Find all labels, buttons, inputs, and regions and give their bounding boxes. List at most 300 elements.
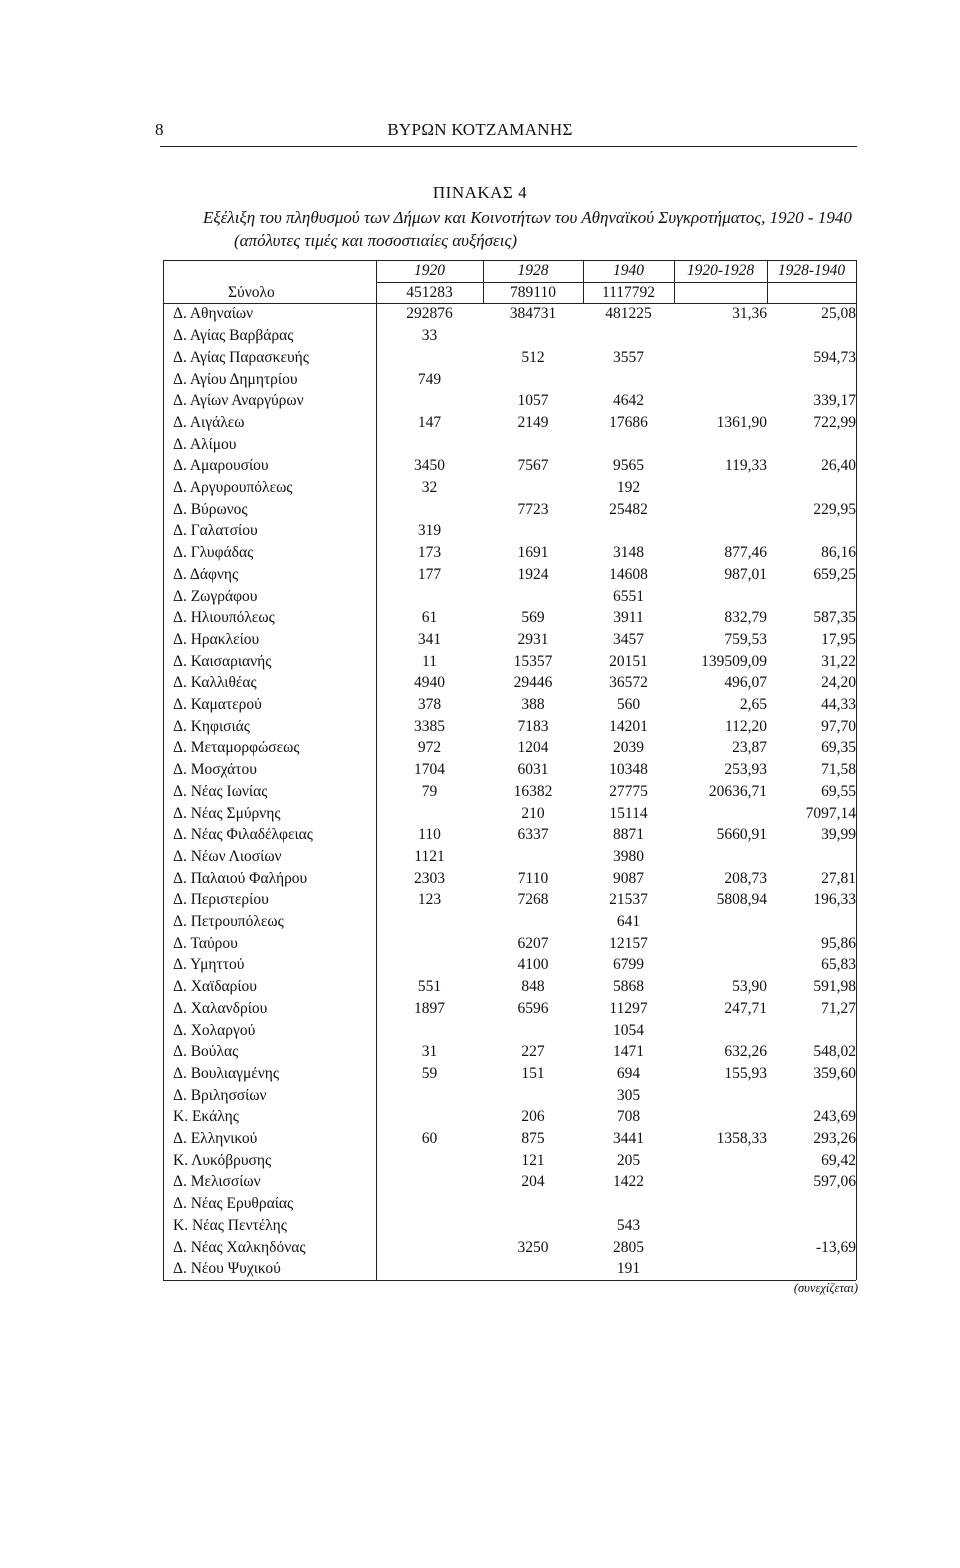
cell-growth-1920-1928: 632,26	[724, 1043, 767, 1061]
table-row	[163, 455, 856, 477]
cell-1920	[376, 1171, 483, 1193]
cell-growth-1920-1928	[674, 282, 767, 304]
cell-growth-1920-1928	[674, 1150, 767, 1172]
table-row	[163, 1085, 856, 1107]
header-rule	[160, 146, 857, 147]
cell-growth-1920-1928	[674, 390, 767, 412]
cell-name: Κ. Εκάλης	[173, 1108, 239, 1126]
table-row	[163, 737, 856, 759]
cell-name: Δ. Νέας Σμύρνης	[173, 804, 281, 822]
cell-1920: 177	[417, 565, 442, 583]
cell-growth-1920-1928: 877,46	[724, 544, 767, 562]
table-row	[163, 824, 856, 846]
cell-1940: 20151	[609, 652, 648, 670]
cell-1920: 3385	[414, 717, 445, 735]
cell-1940: 3980	[613, 847, 644, 865]
column-rule	[767, 260, 768, 303]
cell-growth-1928-1940: 71,27	[821, 999, 856, 1017]
cell-1920: 123	[417, 891, 442, 909]
cell-1928: 151	[521, 1064, 545, 1082]
cell-1940: 25482	[609, 500, 648, 518]
cell-1940: 9565	[613, 457, 644, 475]
cell-1920: 32	[421, 479, 438, 496]
cell-growth-1928-1940: 594,73	[813, 348, 856, 366]
cell-1920: 79	[421, 782, 438, 800]
column-rule	[483, 260, 484, 303]
cell-growth-1928-1940	[767, 1215, 856, 1237]
cell-1940: 543	[616, 1216, 641, 1234]
cell-growth-1920-1928: 987,01	[724, 565, 767, 583]
cell-1928: 1924	[517, 565, 549, 583]
cell-growth-1920-1928: 2,65	[739, 696, 767, 713]
cell-1928	[483, 477, 583, 499]
cell-1940: 560	[616, 696, 641, 713]
table-row	[163, 759, 856, 781]
cell-growth-1920-1928: 1358,33	[716, 1130, 767, 1147]
cell-1928: 6596	[517, 999, 549, 1017]
cell-growth-1928-1940: 587,35	[813, 609, 856, 627]
cell-growth-1928-1940	[767, 520, 856, 542]
running-head-author: ΒΥΡΩΝ ΚΟΤΖΑΜΑΝΗΣ	[387, 120, 573, 139]
cell-1920	[376, 499, 483, 521]
cell-growth-1928-1940	[767, 1085, 856, 1107]
cell-growth-1920-1928: 247,71	[724, 999, 767, 1017]
cell-1940	[583, 1193, 674, 1215]
cell-1940: 8871	[613, 826, 644, 844]
cell-1940: 12157	[609, 934, 648, 952]
cell-1920	[376, 1085, 483, 1107]
cell-growth-1920-1928: 119,33	[724, 457, 767, 475]
cell-1920	[376, 933, 483, 955]
cell-growth-1928-1940: 359,60	[813, 1064, 856, 1082]
cell-growth-1928-1940	[767, 586, 856, 608]
cell-1940: 15114	[609, 804, 648, 822]
table-row	[163, 1020, 856, 1042]
cell-name: Δ. Ηρακλείου	[173, 630, 260, 648]
cell-1940: 5868	[613, 978, 644, 996]
cell-growth-1928-1940: 95,86	[821, 934, 856, 952]
table-row	[163, 716, 856, 738]
cell-growth-1920-1928	[674, 1258, 767, 1280]
cell-name: Δ. Καλλιθέας	[173, 674, 257, 692]
cell-growth-1920-1928	[674, 1171, 767, 1193]
cell-1928	[483, 586, 583, 608]
cell-growth-1928-1940: -13,69	[815, 1238, 856, 1256]
cell-growth-1920-1928: 23,87	[732, 739, 767, 757]
table-row	[163, 607, 856, 629]
cell-growth-1928-1940: 26,40	[821, 457, 856, 475]
cell-growth-1920-1928	[674, 1215, 767, 1237]
table-row	[163, 520, 856, 542]
table-row	[163, 1106, 856, 1128]
cell-name: Δ. Καισαριανής	[173, 652, 272, 670]
cell-1928	[483, 434, 583, 456]
cell-name: Δ. Νέου Ψυχικού	[173, 1260, 281, 1278]
table-row	[163, 1128, 856, 1150]
cell-1920: 60	[421, 1130, 438, 1147]
cell-growth-1920-1928: 5808,94	[716, 891, 767, 909]
table-row	[163, 586, 856, 608]
cell-name: Δ. Αιγάλεω	[173, 413, 245, 431]
cell-1928: 206	[521, 1108, 545, 1126]
cell-1928	[483, 1020, 583, 1042]
cell-1940: 1422	[613, 1173, 644, 1191]
cell-1920: 61	[421, 609, 438, 627]
cell-name: Δ. Αργυρουπόλεως	[173, 479, 293, 496]
cell-1920: 59	[421, 1064, 438, 1082]
table-row	[163, 1258, 856, 1280]
cell-1920: 2303	[414, 869, 445, 887]
table-row	[163, 694, 856, 716]
cell-name: Δ. Νέας Ερυθραίας	[173, 1195, 294, 1213]
cell-name: Δ. Αλίμου	[173, 435, 237, 453]
table-row	[163, 369, 856, 391]
cell-1920: 4940	[414, 674, 445, 692]
cell-1928: 7110	[517, 869, 549, 887]
cell-name: Δ. Αγίας Παρασκευής	[173, 348, 309, 366]
cell-1920: 11	[422, 652, 437, 670]
cell-growth-1928-1940	[767, 434, 856, 456]
column-header-1920: 1920	[414, 262, 445, 279]
cell-name: Δ. Βριλησσίων	[173, 1086, 267, 1104]
cell-name: Δ. Χαλανδρίου	[173, 999, 268, 1017]
cell-1920: 31	[421, 1043, 438, 1061]
cell-1928: 1057	[517, 392, 549, 410]
cell-name: Δ. Αγίου Δημητρίου	[173, 370, 298, 388]
cell-1940	[583, 434, 674, 456]
cell-growth-1920-1928: 5660,91	[716, 826, 767, 844]
column-header-growth-1928-1940: 1928-1940	[777, 262, 846, 279]
cell-name: Δ. Περιστερίου	[173, 891, 269, 909]
population-table	[163, 260, 856, 1568]
table-bottom-rule	[163, 1280, 856, 1281]
cell-1940: 1054	[613, 1021, 644, 1039]
cell-1920: 378	[417, 696, 442, 713]
cell-1940: 3441	[613, 1130, 644, 1147]
cell-1940: 205	[616, 1151, 641, 1169]
cell-1940: 4642	[613, 392, 644, 410]
table-right-rule	[856, 260, 857, 1280]
cell-1928: 384731	[509, 305, 557, 323]
cell-1928: 6337	[517, 826, 549, 844]
cell-growth-1928-1940: 293,26	[813, 1130, 856, 1147]
cell-1928	[483, 911, 583, 933]
cell-1940: 6799	[613, 956, 644, 974]
cell-growth-1928-1940	[767, 911, 856, 933]
cell-growth-1920-1928: 253,93	[724, 761, 767, 779]
cell-growth-1928-1940: 591,98	[813, 978, 856, 996]
cell-1920	[376, 434, 483, 456]
cell-1940: 708	[616, 1108, 641, 1126]
cell-1928	[483, 1193, 583, 1215]
cell-1920	[376, 1258, 483, 1280]
cell-growth-1920-1928	[674, 954, 767, 976]
table-top-rule	[163, 260, 856, 261]
cell-growth-1928-1940	[767, 1020, 856, 1042]
cell-growth-1920-1928	[674, 1237, 767, 1259]
cell-name: Δ. Νέας Χαλκηδόνας	[173, 1238, 306, 1256]
cell-1928: 6207	[517, 934, 549, 952]
cell-growth-1920-1928	[674, 1193, 767, 1215]
cell-1920	[376, 1106, 483, 1128]
table-row	[163, 477, 856, 499]
cell-1928: 2931	[517, 630, 549, 648]
cell-1928: 15357	[513, 652, 553, 670]
table-row	[163, 1215, 856, 1237]
cell-growth-1928-1940	[767, 477, 856, 499]
table-row	[163, 542, 856, 564]
cell-1940: 2805	[613, 1238, 644, 1256]
cell-name: Δ. Μελισσίων	[173, 1173, 261, 1191]
cell-1920	[376, 1193, 483, 1215]
cell-1940: 1117792	[601, 283, 656, 301]
cell-1920	[376, 1237, 483, 1259]
cell-1920	[376, 1215, 483, 1237]
cell-1940: 21537	[609, 891, 648, 909]
cell-name: Δ. Βουλιαγμένης	[173, 1064, 280, 1082]
table-row	[163, 390, 856, 412]
table-caption: Εξέλιξη του πληθυσμού των Δήμων και Κοινοτήτων του Αθηναϊκού Συγκροτήματος, 1920 - 1940 (απόλυτες τιμές και ποσοστιαίες αυξήσεις)	[203, 208, 852, 250]
cell-1940: 192	[616, 479, 641, 496]
table-row	[163, 998, 856, 1020]
cell-1928: 29446	[513, 674, 553, 692]
cell-1928: 7268	[517, 891, 549, 909]
cell-growth-1920-1928: 31,36	[732, 305, 767, 323]
table-row	[163, 1150, 856, 1172]
cell-name: Δ. Ηλιουπόλεως	[173, 609, 275, 627]
cell-name: Δ. Καματερού	[173, 696, 262, 713]
cell-growth-1920-1928: 759,53	[724, 630, 767, 648]
cell-1920: 173	[417, 544, 442, 562]
cell-growth-1928-1940: 7097,14	[805, 804, 856, 822]
cell-growth-1920-1928	[674, 520, 767, 542]
table-row	[163, 889, 856, 911]
cell-1920: 3450	[414, 457, 445, 475]
cell-1928: 1204	[517, 739, 549, 757]
table-row	[163, 564, 856, 586]
cell-growth-1920-1928: 139509,09	[701, 652, 767, 670]
column-rule	[376, 260, 377, 1280]
cell-growth-1920-1928	[674, 347, 767, 369]
cell-1920	[376, 1150, 483, 1172]
cell-growth-1920-1928	[674, 1085, 767, 1107]
table-title: ΠΙΝΑΚΑΣ 4	[432, 183, 528, 202]
cell-growth-1920-1928: 112,20	[724, 717, 767, 735]
cell-growth-1920-1928	[674, 499, 767, 521]
cell-1940: 27775	[609, 782, 648, 800]
cell-1940: 9087	[613, 869, 644, 887]
cell-growth-1928-1940: 44,33	[821, 696, 856, 713]
cell-1920: 749	[417, 370, 442, 388]
cell-growth-1928-1940	[767, 1193, 856, 1215]
table-row	[163, 629, 856, 651]
table-row	[163, 803, 856, 825]
cell-1940: 10348	[609, 761, 648, 779]
continued-note: (συνεχίζεται)	[793, 1281, 858, 1295]
table-left-rule	[163, 260, 164, 1280]
cell-1928: 3250	[517, 1238, 549, 1256]
cell-1940: 17686	[609, 413, 648, 431]
cell-growth-1928-1940	[767, 846, 856, 868]
cell-name: Δ. Πετρουπόλεως	[173, 913, 284, 930]
cell-1920	[376, 1020, 483, 1042]
cell-name: Δ. Χαϊδαρίου	[173, 978, 257, 996]
cell-name: Δ. Δάφνης	[173, 565, 239, 583]
cell-1928: 210	[521, 804, 545, 822]
cell-name: Δ. Νέας Ιωνίας	[173, 782, 268, 800]
cell-name: Δ. Νέων Λιοσίων	[173, 847, 282, 865]
cell-growth-1920-1928	[674, 1106, 767, 1128]
cell-1928	[483, 1258, 583, 1280]
table-row	[163, 781, 856, 803]
cell-growth-1928-1940: 39,99	[821, 826, 856, 844]
cell-1920	[376, 803, 483, 825]
cell-1920: 1897	[414, 999, 445, 1017]
cell-growth-1920-1928	[674, 1020, 767, 1042]
cell-1940: 3457	[613, 630, 644, 648]
cell-1920: 451283	[406, 283, 453, 301]
column-rule	[583, 260, 584, 303]
cell-1920: 1704	[414, 761, 445, 779]
cell-1940: 694	[616, 1064, 641, 1082]
cell-1920	[376, 954, 483, 976]
cell-1940: 3148	[613, 544, 644, 562]
cell-1940: 11297	[609, 999, 648, 1017]
cell-1928: 7567	[517, 457, 549, 475]
cell-growth-1928-1940: 597,06	[813, 1173, 856, 1191]
cell-name: Σύνολο	[228, 283, 275, 301]
cell-1928	[483, 325, 583, 347]
cell-1940	[583, 520, 674, 542]
cell-1920: 292876	[406, 305, 453, 323]
cell-1920: 341	[417, 630, 442, 648]
cell-growth-1920-1928	[674, 911, 767, 933]
cell-1928: 388	[521, 696, 545, 713]
cell-name: Δ. Χολαργού	[173, 1021, 256, 1039]
cell-growth-1920-1928	[674, 477, 767, 499]
cell-1928	[483, 1215, 583, 1237]
cell-1928: 16382	[513, 782, 553, 800]
table-row	[163, 1171, 856, 1193]
cell-1920	[376, 911, 483, 933]
cell-name: Κ. Νέας Πεντέλης	[173, 1216, 287, 1234]
cell-1920	[376, 390, 483, 412]
table-row	[163, 303, 856, 325]
cell-growth-1928-1940: 722,99	[813, 413, 856, 431]
cell-growth-1928-1940	[767, 1258, 856, 1280]
cell-name: Δ. Υμηττού	[173, 956, 245, 974]
cell-growth-1928-1940: 25,08	[821, 305, 856, 323]
table-row	[163, 1063, 856, 1085]
total-row-rule	[163, 303, 856, 304]
cell-1920	[376, 347, 483, 369]
cell-name: Δ. Ζωγράφου	[173, 587, 258, 605]
cell-name: Δ. Βύρωνος	[173, 500, 248, 518]
cell-name: Δ. Παλαιού Φαλήρου	[173, 869, 308, 887]
cell-name: Δ. Νέας Φιλαδέλφειας	[173, 826, 313, 844]
cell-growth-1920-1928	[674, 803, 767, 825]
cell-growth-1928-1940: 229,95	[813, 500, 856, 518]
cell-growth-1928-1940: 24,20	[821, 674, 856, 692]
cell-1920: 33	[421, 327, 438, 345]
column-header-1940: 1940	[613, 262, 644, 279]
cell-name: Κ. Λυκόβρυσης	[173, 1151, 272, 1169]
cell-1928: 7183	[517, 717, 549, 735]
cell-name: Δ. Μοσχάτου	[173, 761, 257, 779]
cell-1940: 3911	[613, 609, 644, 627]
table-row-total	[163, 282, 856, 304]
cell-1928: 875	[521, 1130, 545, 1147]
cell-growth-1928-1940: 31,22	[821, 652, 856, 670]
table-row	[163, 954, 856, 976]
column-header-growth-1920-1928: 1920-1928	[686, 262, 755, 279]
cell-name: Δ. Αθηναίων	[173, 305, 254, 323]
cell-1920: 147	[417, 413, 442, 431]
table-row	[163, 911, 856, 933]
cell-growth-1920-1928: 155,93	[724, 1064, 767, 1082]
table-row	[163, 1237, 856, 1259]
table-row	[163, 499, 856, 521]
cell-1920: 972	[417, 739, 442, 757]
cell-name: Δ. Κηφισιάς	[173, 717, 250, 735]
cell-growth-1920-1928	[674, 434, 767, 456]
cell-growth-1920-1928	[674, 325, 767, 347]
cell-1928: 6031	[517, 761, 549, 779]
cell-growth-1920-1928	[674, 369, 767, 391]
cell-1928: 1691	[517, 544, 549, 562]
cell-name: Δ. Γαλατσίου	[173, 522, 258, 540]
cell-1928: 2149	[517, 413, 549, 431]
cell-name: Δ. Ταύρου	[173, 934, 238, 952]
cell-1928: 204	[521, 1173, 545, 1191]
cell-growth-1928-1940: 71,58	[821, 761, 856, 779]
cell-growth-1920-1928	[674, 846, 767, 868]
cell-growth-1928-1940: 69,55	[821, 782, 856, 800]
cell-name: Δ. Μεταμορφώσεως	[173, 739, 300, 757]
cell-growth-1920-1928: 20636,71	[708, 782, 767, 800]
cell-growth-1928-1940: 69,35	[821, 739, 856, 757]
cell-growth-1928-1940	[767, 282, 856, 304]
cell-1928: 7723	[517, 500, 549, 518]
cell-growth-1928-1940: 69,42	[821, 1151, 856, 1169]
cell-1940: 14201	[609, 717, 648, 735]
cell-1940: 14608	[609, 565, 648, 583]
cell-growth-1928-1940: 243,69	[813, 1108, 856, 1126]
cell-name: Δ. Αμαρουσίου	[173, 457, 269, 475]
cell-1928	[483, 1085, 583, 1107]
table-row	[163, 868, 856, 890]
cell-1928: 569	[521, 609, 545, 627]
cell-1940: 2039	[613, 739, 644, 757]
table-row	[163, 933, 856, 955]
cell-growth-1928-1940: 548,02	[813, 1043, 856, 1061]
cell-name: Δ. Βούλας	[173, 1043, 239, 1061]
page-number: 8	[155, 120, 164, 139]
cell-1940: 6551	[613, 587, 644, 605]
cell-1940	[583, 325, 674, 347]
cell-1940: 481225	[605, 305, 652, 323]
cell-growth-1920-1928	[674, 586, 767, 608]
cell-growth-1920-1928: 832,79	[724, 609, 767, 627]
table-row	[163, 976, 856, 998]
cell-growth-1928-1940: 65,83	[821, 956, 856, 974]
cell-1920: 1121	[414, 847, 445, 865]
cell-1928: 4100	[517, 956, 549, 974]
cell-1928	[483, 369, 583, 391]
table-header-row	[163, 260, 856, 282]
cell-1940: 3557	[613, 348, 644, 366]
cell-name: Δ. Αγίων Αναργύρων	[173, 392, 304, 410]
